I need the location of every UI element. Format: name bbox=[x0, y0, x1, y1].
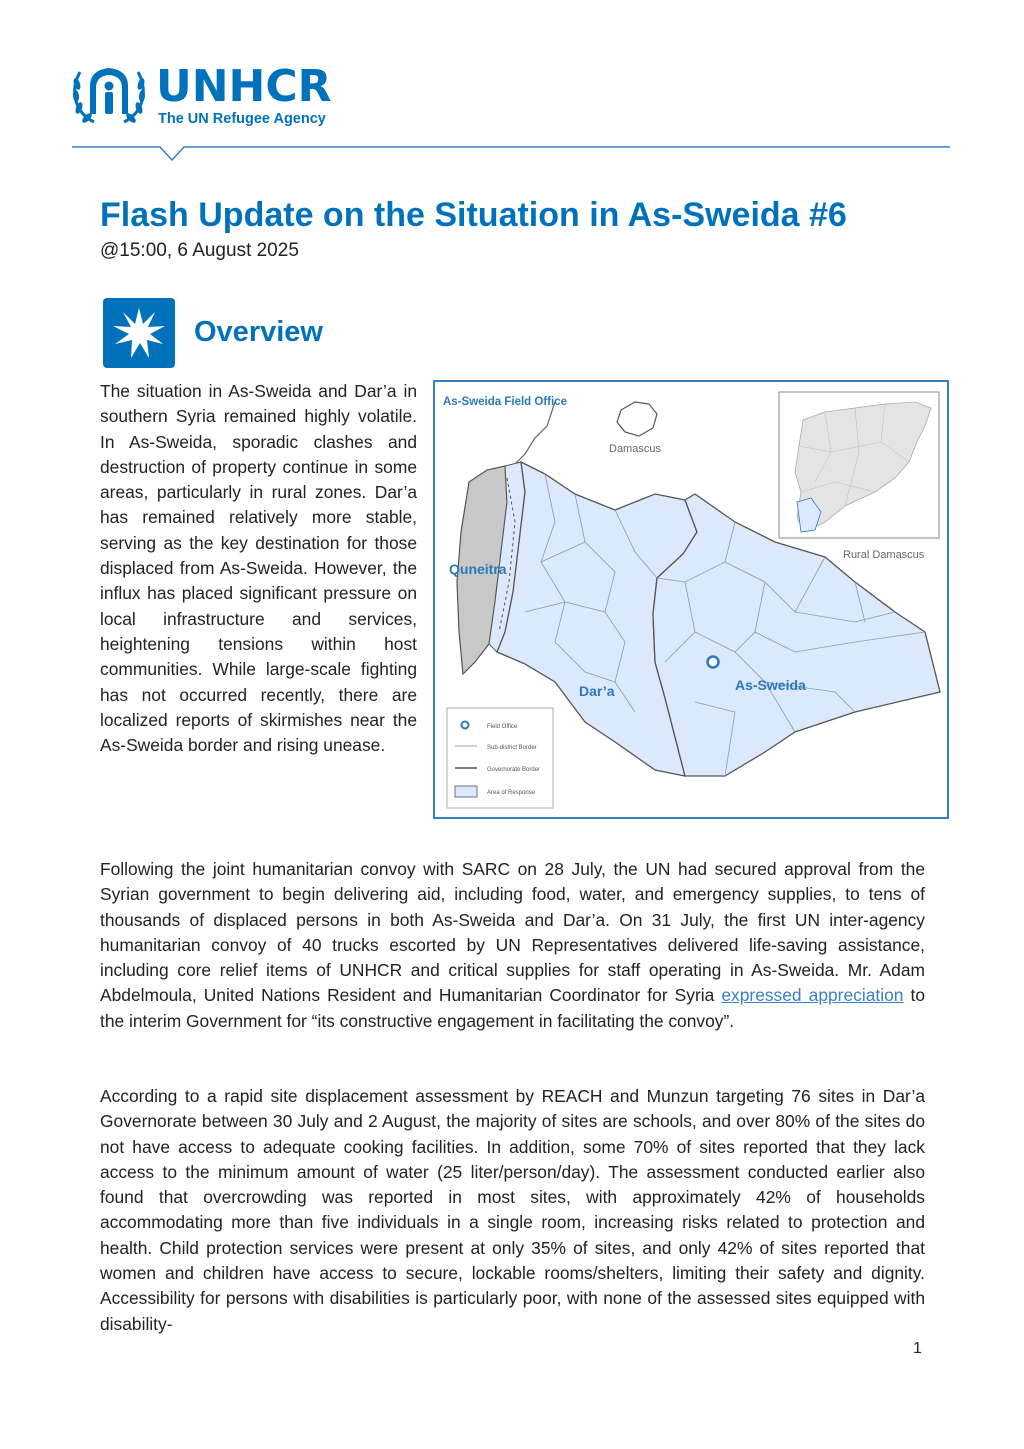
as-sweida-map bbox=[433, 380, 949, 819]
paragraph2-text-a: Following the joint humanitarian convoy with SARC on 28 July, the UN had secured approval from the Syrian government to begin delivering aid, including food, water, and emergency supplies, to tens of thousands of displaced persons in both As-Sweida and Dar’a. On 31 July, the first UN inter-agency humanitarian convoy of 40 trucks escorted by UN Representatives delivered life-saving assistance, including core relief items of UNHCR and critical supplies for staff operating in As-Sweida. Mr. Adam Abdelmoula, United Nations Resident and Humanitarian Coordinator for Syria bbox=[100, 859, 925, 1006]
logo-wordmark: UNHCR bbox=[156, 61, 332, 112]
legend-governorate: Governorate Border bbox=[487, 767, 541, 773]
syria-inset-map bbox=[779, 392, 939, 538]
header-divider bbox=[72, 146, 950, 164]
legend-area-of-response: Area of Response bbox=[487, 790, 536, 796]
map-title: As-Sweida Field Office bbox=[443, 396, 567, 408]
label-damascus: Damascus bbox=[609, 443, 661, 455]
starburst-icon bbox=[103, 298, 175, 368]
label-rural-damascus: Rural Damascus bbox=[843, 549, 925, 561]
legend-field-office: Field Office bbox=[487, 724, 518, 730]
logo-subtitle: The UN Refugee Agency bbox=[158, 111, 326, 127]
paragraph2-text-b: to the interim Government for “its constructive engagement in facilitating the convoy”. bbox=[100, 985, 925, 1031]
label-quneitra: Quneitra bbox=[449, 561, 507, 577]
overview-paragraph-1: The situation in As-Sweida and Dar’a in southern Syria remained highly volatile. In As-Sweida, sporadic clashes and destruction of property continue in some areas, particularly in rural zones. Dar’a has remained relatively more stable, serving as the key destination for those displaced from As-Sweida. However, the influx has placed significant pressure on local infrastructure and services, heightening tensions within host communities. While large-scale fighting has not occurred recently, there are localized reports of skirmishes near the As-Sweida border and rising unease. bbox=[100, 381, 417, 756]
unhcr-emblem-icon bbox=[70, 62, 148, 128]
label-daraa: Dar’a bbox=[579, 683, 615, 699]
overview-paragraph-3: According to a rapid site displacement assessment by REACH and Munzun targeting 76 sites in Dar’a Governorate between 30 July and 2 August, the majority of sites are schools, and over 80% of the sites do not have access to adequate cooking facilities. In addition, some 70% of sites reported that they lack access to the minimum amount of water (25 liter/person/day). The assessment conducted earlier also found that overcrowding was reported in most sites, with approximately 42% of households accommodating more than five individuals in a single room, increasing risks related to protection and health. Child protection services were present at only 35% of sites, and only 42% of sites reported that women and children have access to secure, lockable rooms/shelters, limiting their safety and dignity. Accessibility for persons with disabilities is particularly poor, with none of the assessed sites equipped with disability- bbox=[100, 1086, 925, 1334]
expressed-appreciation-link[interactable]: expressed appreciation bbox=[721, 985, 904, 1006]
label-as-sweida: As-Sweida bbox=[735, 677, 806, 693]
unhcr-logo bbox=[70, 62, 360, 132]
page-title: Flash Update on the Situation in As-Sweida #6 bbox=[100, 196, 847, 234]
legend-sub-district: Sub-district Border bbox=[487, 745, 537, 751]
damascus-region bbox=[617, 402, 657, 436]
timestamp: @15:00, 6 August 2025 bbox=[100, 240, 299, 261]
section-heading-overview: Overview bbox=[194, 316, 323, 348]
page-number: 1 bbox=[913, 1340, 922, 1357]
overview-paragraph-2 bbox=[100, 857, 925, 1034]
field-office-marker bbox=[708, 657, 719, 668]
